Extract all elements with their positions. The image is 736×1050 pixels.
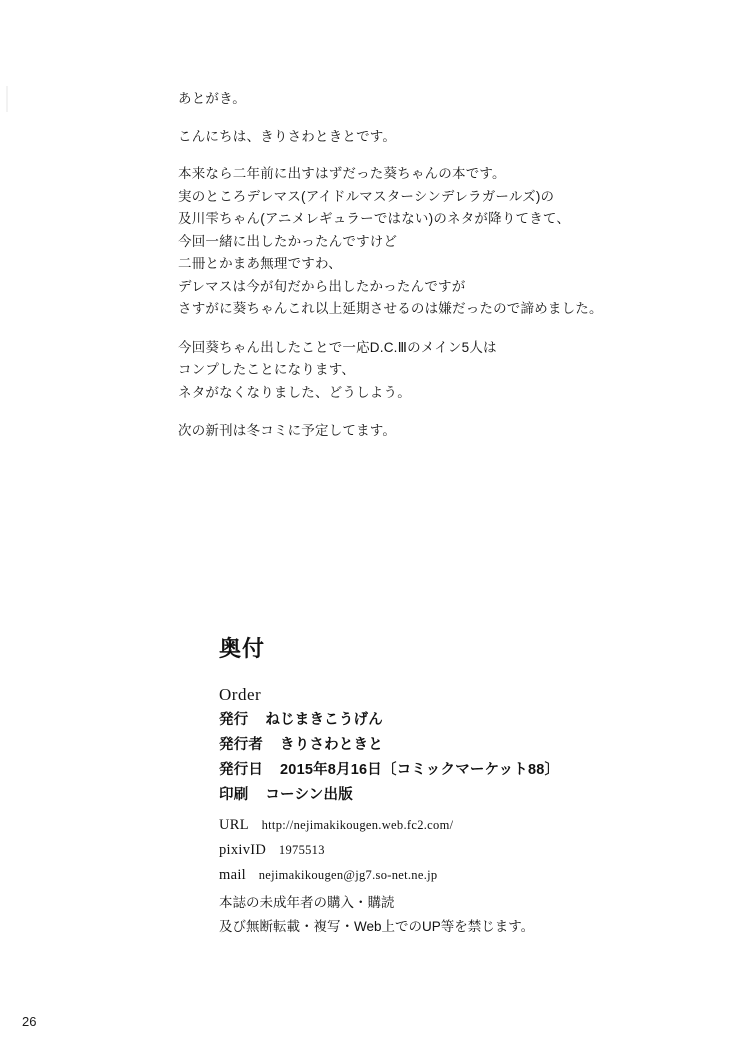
colophon-row-publisher (219, 711, 639, 729)
afterword-line: さすがに葵ちゃんこれ以上延期させるのは嫌だったので諦めました。 (178, 301, 603, 316)
afterword-line: 今回一緒に出したかったんですけど (178, 233, 398, 249)
colophon-row-label: 発行者 (219, 736, 264, 753)
page-number: 26 (22, 1014, 37, 1029)
colophon-row-value: ねじまきこうげん (265, 711, 383, 728)
url-label: URL (219, 817, 249, 834)
colophon-row-author (219, 736, 639, 754)
pixiv-value: 1975513 (278, 843, 325, 858)
colophon-row-label: 発行日 (219, 761, 264, 778)
afterword-greeting-block (178, 130, 648, 144)
afterword-greeting: こんにちは、きりさわときとです。 (178, 128, 397, 144)
colophon-row-value: 2015年8月16日〔コミックマーケット88〕 (280, 761, 560, 778)
colophon-row-mail (219, 866, 639, 884)
scan-edge-mark (6, 86, 8, 112)
afterword-section (178, 92, 648, 458)
afterword-line: 次の新刊は冬コミに予定してます。 (178, 423, 397, 438)
afterword-heading-block (178, 92, 648, 106)
afterword-paragraph-1 (178, 167, 648, 316)
colophon-row-label: 発行 (219, 711, 249, 728)
pixiv-label: pixivID (219, 842, 267, 859)
colophon-row-value: コーシン出版 (265, 787, 353, 804)
mail-label: mail (219, 867, 246, 884)
colophon-row-label: 印刷 (219, 787, 249, 804)
afterword-line: 及川雫ちゃん(アニメレギュラーではない)のネタが降りてきて、 (178, 211, 571, 226)
afterword-line: 実のところデレマス(アイドルマスターシンデレラガールズ)の (178, 188, 555, 204)
colophon-row-date (219, 761, 639, 779)
mail-value[interactable]: nejimakikougen@jg7.so-net.ne.jp (258, 868, 438, 883)
afterword-paragraph-2 (178, 341, 648, 400)
afterword-line: 今回葵ちゃん出したことで一応D.C.Ⅲのメイン5人は (178, 339, 497, 355)
afterword-line: 二冊とかまあ無理ですわ、 (178, 256, 342, 271)
afterword-line: 本来なら二年前に出すはずだった葵ちゃんの本です。 (178, 166, 506, 181)
colophon-notice-line-2: 及び無断転載・複写・Web上でのUP等を禁じます。 (219, 919, 535, 935)
afterword-line: デレマスは今が旬だから出したかったんですが (178, 278, 466, 294)
colophon-title: 奥付 (219, 636, 266, 661)
afterword-line: ネタがなくなりました、どうしよう。 (178, 384, 411, 400)
colophon-row-pixiv (219, 841, 639, 859)
colophon-row-value: きりさわときと (280, 736, 383, 753)
colophon-section (219, 638, 639, 943)
afterword-heading: あとがき。 (178, 91, 246, 106)
colophon-order-label: Order (219, 685, 262, 704)
afterword-paragraph-3 (178, 424, 648, 438)
afterword-line: コンプしたことになります、 (178, 362, 356, 377)
colophon-row-url (219, 816, 639, 834)
url-value[interactable]: http://nejimakikougen.web.fc2.com/ (261, 818, 454, 833)
colophon-row-printer (219, 786, 639, 804)
colophon-notice-line-1: 本誌の未成年者の購入・購読 (219, 894, 395, 910)
